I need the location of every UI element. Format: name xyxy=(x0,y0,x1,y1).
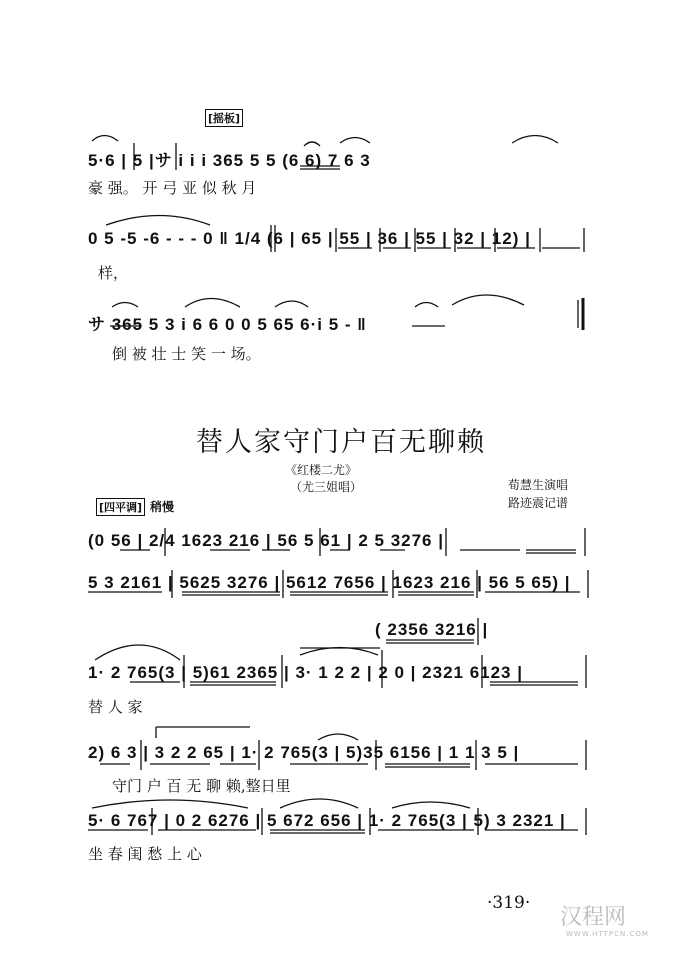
notation-row: 5 3 2161 | 5625 3276 | 5612 7656 | 1623 216 | 56 5 65) | xyxy=(88,573,571,592)
lyrics-row: 倒 被 壮 士 笑 一 场。 xyxy=(112,345,261,363)
opera-name: 《红楼二尤》 xyxy=(285,463,358,477)
section-tag-sipingdiao: [四平调] xyxy=(96,498,145,516)
notation-row: 5·6 | 5 |サ i i i 365 5 5 (6 6) 7 6 3 xyxy=(88,151,371,170)
section-tag-yaoban: [摇板] xyxy=(205,109,243,127)
notation-row: (0 56 | 2/4 1623 216 | 56 5 61 | 2 5 3276 | xyxy=(88,531,444,550)
performer: 荀慧生演唱 xyxy=(508,478,569,492)
lyrics-row: 豪 强。 开 弓 亚 似 秋 月 xyxy=(88,179,257,197)
watermark-logo: 汉程网 xyxy=(560,905,627,930)
role-note: （尤三姐唱） xyxy=(290,480,363,494)
lyrics-row: 替 人 家 xyxy=(88,698,143,716)
notation-row: 0 5 -5 -6 - - - 0 ‖ 1/4 (6 | 65 | 55 | 36 | 55 | 32 | 12) | xyxy=(88,229,531,248)
page-number: ·319· xyxy=(487,893,531,913)
watermark-url: WWW.HTTPCN.COM xyxy=(566,930,649,938)
notation-row: 2) 6 3 | 3 2 2 65 | 1· 2 765(3 | 5)35 6156 | 1 1 3 5 | xyxy=(88,743,520,762)
tempo-marking: 稍慢 xyxy=(150,500,175,514)
lyrics-row: 样， xyxy=(98,264,129,282)
notation-row: 5· 6 767 | 0 2 6276 | 5 672 656 | 1· 2 765(3 | 5) 3 2321 | xyxy=(88,811,566,830)
song-title: 替人家守门户百无聊赖 xyxy=(196,427,486,458)
notation-row: ( 2356 3216 | xyxy=(375,620,489,639)
notation-row: サ 365 5 3 i 6 6 0 0 5 65 6·i 5 - ‖ xyxy=(88,315,367,334)
lyrics-row: 守门 户 百 无 聊 赖,整日里 xyxy=(112,777,291,795)
lyrics-row: 坐 春 闺 愁 上 心 xyxy=(88,845,202,863)
notator: 路迹震记谱 xyxy=(508,496,569,510)
notation-row: 1· 2 765(3 | 5)61 2365 | 3· 1 2 2 | 2 0 | 2321 6123 | xyxy=(88,663,523,682)
